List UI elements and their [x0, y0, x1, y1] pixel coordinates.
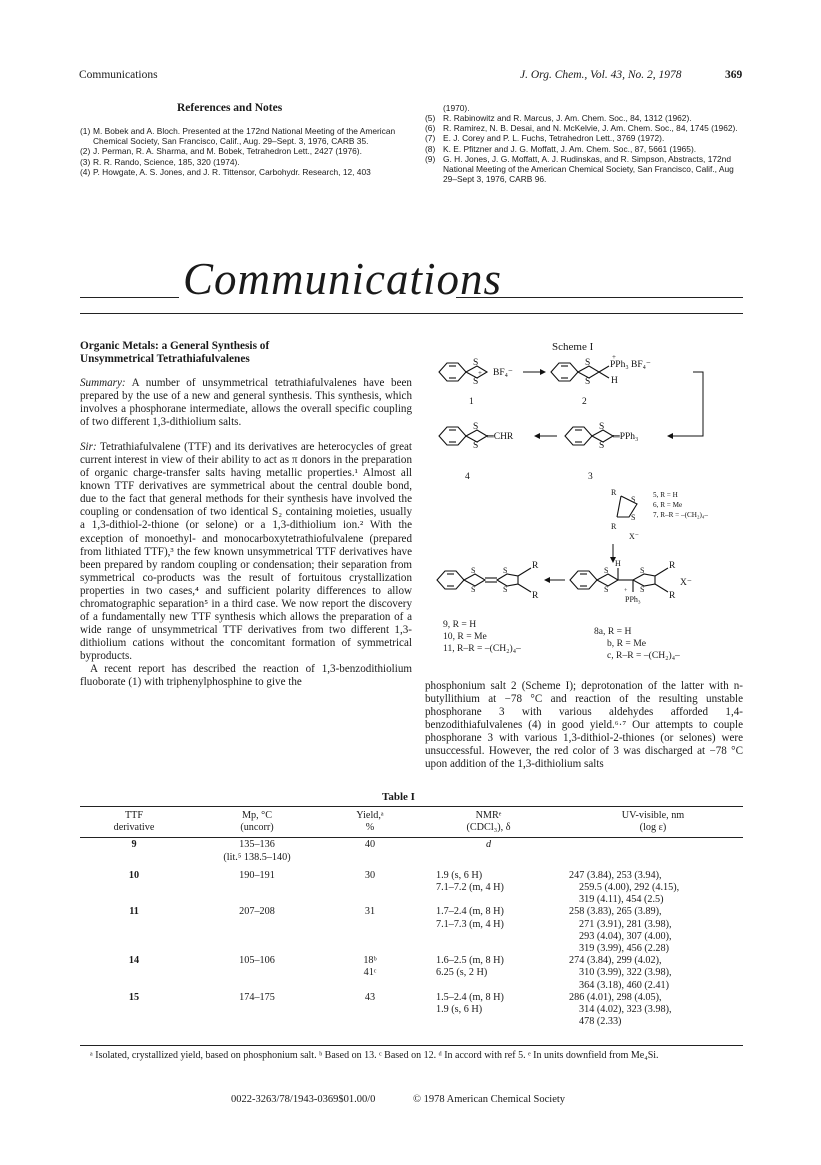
- cell-line: 319 (4.11), 454 (2.5): [579, 894, 664, 906]
- structure-compound-2: [551, 363, 609, 381]
- column-header-yield: [326, 810, 414, 834]
- footer-code: 0022-3263/78/1943-0369$01.00/0: [231, 1094, 376, 1105]
- footer-copyright: © 1978 American Chemical Society: [413, 1094, 566, 1105]
- sulfur-label: S: [473, 377, 479, 387]
- reference-text: R. R. Rando, Science, 185, 320 (1974).: [93, 156, 240, 167]
- reference-item: [425, 113, 747, 123]
- arrow-head: [667, 433, 673, 439]
- header-line: (uncorr): [240, 822, 274, 834]
- body-paragraph: A recent report has described the reaction of 1,3-benzodithiolium fluoborate (1) with triphenylphosphine to give the: [80, 662, 412, 689]
- summary-paragraph: [80, 377, 412, 429]
- cell-nmr: [414, 839, 563, 863]
- cell-yield: [326, 955, 414, 992]
- summary-text: A number of unsymmetrical tetrathiafulvalenes have been prepared by the use of a new and general synthesis. This synthesis, which involves a phosphorane intermediate, allows the overall specific coupling of two different 1,3-dithiolium salts.: [80, 377, 412, 429]
- cell-line: 43: [364, 991, 376, 1003]
- substituent-r: R: [669, 591, 676, 601]
- header-line: derivative: [113, 822, 155, 834]
- sulfur-label: S: [503, 566, 508, 575]
- cell-line: 310 (3.99), 322 (3.98),: [579, 967, 672, 979]
- cell-derivative: 14: [128, 955, 140, 967]
- reference-item: [80, 146, 413, 156]
- cell-line: 258 (3.83), 265 (3.89),: [569, 906, 662, 918]
- legend-ttf-products: [443, 619, 521, 655]
- cell-line: 41ᶜ: [363, 967, 377, 979]
- table-row: [80, 839, 743, 863]
- reference-number: (2): [80, 146, 91, 157]
- header-line: (CDCl₃), δ: [466, 822, 511, 834]
- column-header-uv: [563, 810, 743, 834]
- cell-line: 190–191: [239, 869, 275, 881]
- legend-line: 10, R = Me: [443, 631, 487, 642]
- cell-yield: [326, 839, 414, 863]
- legend-line: b, R = Me: [607, 638, 646, 649]
- reference-text: J. Perman, R. A. Sharma, and M. Bobek, Tetrahedron Lett., 2427 (1976).: [93, 146, 362, 157]
- cell-yield: [326, 906, 414, 955]
- cell-mp: [188, 870, 326, 907]
- summary-label: Summary:: [80, 377, 126, 389]
- phosphonium-label: PPh₃: [625, 595, 641, 604]
- chr-group-label: ═CHR: [487, 432, 514, 442]
- scheme-title: Scheme I: [552, 341, 594, 353]
- data-table: [80, 810, 743, 1028]
- page-number: 369: [725, 69, 743, 81]
- reference-item: [425, 144, 747, 154]
- article-title-line: Organic Metals: a General Synthesis of: [80, 340, 270, 352]
- legend-line: 11, R–R = –(CH₂)₄–: [443, 643, 521, 654]
- references-left-column: [80, 126, 413, 177]
- table-row: [80, 870, 743, 907]
- cell-line: 286 (4.01), 298 (4.05),: [569, 991, 662, 1003]
- table-header-row: [80, 810, 743, 834]
- charge-label: +: [624, 588, 628, 594]
- compound-number-2: 2: [582, 397, 587, 407]
- body-paragraph-right: phosphonium salt 2 (Scheme I); deprotonation of the latter with n-butyllithium at −78 °C and reaction of the resulting unstable phosphorane 3 with various aldehydes afforded 1,4-benzodithiafulvalenes (4) in good yield.⁶·⁷ Our attempts to couple phosphorane 3 with various 1,3-dithiol-2-thiones (or selones) were unsuccessful. However, the red color of 3 was discharged at −78 °C upon addition of the 1,3-dithiolium salts: [425, 680, 743, 771]
- header-line: TTF: [124, 810, 144, 821]
- cell-line: 7.1–7.3 (m, 4 H): [436, 918, 504, 930]
- reference-text: P. Howgate, A. S. Jones, and J. R. Tittensor, Carbohydr. Research, 12, 403: [93, 166, 371, 177]
- table-row: [80, 992, 743, 1029]
- references-heading: References and Notes: [177, 102, 283, 114]
- arrow-head: [534, 433, 540, 439]
- table-rule-top: [80, 806, 743, 807]
- cell-line: 293 (4.04), 307 (4.00),: [579, 930, 672, 942]
- running-header-journal: J. Org. Chem., Vol. 43, No. 2, 1978: [520, 69, 682, 81]
- structure-compound-3: [565, 427, 613, 445]
- cell-nmr: [414, 870, 563, 907]
- header-line: Yield,ᵃ: [356, 810, 384, 821]
- header-line: Mp, °C: [241, 810, 273, 821]
- substituent-r: R: [669, 561, 676, 571]
- banner-rule-left: [80, 297, 179, 298]
- sulfur-label: S: [471, 585, 476, 594]
- cell-yield: [326, 992, 414, 1029]
- counterion-label: X⁻: [680, 578, 692, 588]
- cell-line: (lit.⁵ 138.5–140): [223, 851, 291, 863]
- cell-uv: [563, 955, 743, 992]
- sulfur-label: S: [473, 422, 479, 432]
- counterion-label: X⁻: [629, 532, 639, 541]
- cell-line: 7.1–7.2 (m, 4 H): [436, 882, 504, 894]
- sulfur-label: S: [473, 441, 479, 451]
- cell-line: 1.9 (s, 6 H): [436, 1004, 483, 1016]
- counterion-label: BF₄⁻: [493, 368, 513, 378]
- cell-line: 364 (3.18), 460 (2.41): [579, 979, 669, 991]
- cell-line: 274 (3.84), 299 (4.02),: [569, 955, 662, 967]
- cell-derivative: 9: [131, 839, 137, 851]
- reference-item: [80, 167, 413, 177]
- sulfur-label: S: [631, 513, 636, 522]
- sulfur-label: S: [640, 585, 645, 594]
- cell-nmr: [414, 955, 563, 992]
- table-footnotes: ᵃ Isolated, crystallized yield, based on phosphonium salt. ᵇ Based on 13. ᶜ Based on 12. ᵈ In accord with ref 5. ᵉ In units downfield from Me₄Si.: [90, 1050, 659, 1061]
- cell-line: 1.7–2.4 (m, 8 H): [436, 906, 504, 918]
- phosphonium-label: PPh₃ BF₄⁻: [610, 360, 651, 370]
- cell-line: 1.5–2.4 (m, 8 H): [436, 991, 504, 1003]
- hydrogen-label: H: [611, 376, 618, 386]
- compound-legend-7: 7, R–R = –(CH₂)₄–: [653, 511, 708, 519]
- reference-item: [80, 157, 413, 167]
- cell-uv: [563, 870, 743, 907]
- cell-line: 478 (2.33): [579, 1016, 622, 1028]
- cell-uv: [563, 839, 743, 863]
- cell-uv: [563, 906, 743, 955]
- references-right-column: [425, 113, 747, 184]
- sulfur-label: S: [599, 422, 605, 432]
- table-row: [80, 906, 743, 955]
- running-header-left: Communications: [79, 69, 158, 81]
- cell-line: d: [485, 839, 492, 851]
- structure-ttf-product: [437, 568, 531, 592]
- header-line: NMRᵉ: [475, 810, 502, 821]
- reference-number: (5): [425, 113, 436, 123]
- cell-line: 1.9 (s, 6 H): [436, 869, 483, 881]
- sulfur-label: S: [640, 566, 645, 575]
- reaction-arrow: [673, 372, 703, 436]
- reference-number: (9): [425, 153, 436, 164]
- substituent-r: R: [532, 591, 539, 601]
- compound-legend-6: 6, R = Me: [653, 501, 683, 509]
- compound-number-1: 1: [469, 397, 474, 407]
- reference-text: R. Ramirez, N. B. Desai, and N. McKelvie, J. Am. Chem. Soc., 84, 1745 (1962).: [443, 123, 738, 134]
- cell-mp: [188, 906, 326, 955]
- arrow-head: [544, 577, 550, 583]
- cell-mp: [188, 839, 326, 863]
- table-rule-bottom: [80, 1045, 743, 1046]
- cell-nmr: [414, 906, 563, 955]
- reference-text: E. J. Corey and P. L. Fuchs, Tetrahedron Lett., 3769 (1972).: [443, 133, 665, 144]
- legend-adducts: [594, 626, 680, 662]
- ylide-label: ═PPh₃: [613, 432, 639, 442]
- structure-compound-4: [439, 427, 487, 445]
- cell-line: 271 (3.91), 281 (3.98),: [579, 918, 672, 930]
- cell-line: 31: [364, 906, 376, 918]
- reference-item: [425, 133, 747, 143]
- sulfur-label: S: [604, 566, 609, 575]
- reference-number: (6): [425, 123, 436, 134]
- column-header-derivative: [80, 810, 188, 834]
- reference-continuation: (1970).: [443, 103, 470, 113]
- cell-line: 1.6–2.5 (m, 8 H): [436, 955, 504, 967]
- reference-item: [80, 126, 413, 146]
- sulfur-label: S: [503, 585, 508, 594]
- cell-mp: [188, 992, 326, 1029]
- cell-line: 259.5 (4.00), 292 (4.15),: [579, 882, 680, 894]
- charge-label: +: [478, 369, 482, 377]
- header-line: UV-visible, nm: [621, 810, 685, 821]
- sulfur-label: S: [473, 358, 479, 368]
- reference-number: (7): [425, 133, 436, 144]
- intro-paragraph: [80, 441, 412, 663]
- reference-text: M. Bobek and A. Bloch. Presented at the 172nd National Meeting of the American Chemical Society, San Francisco, Calif., Aug. 29–Sept. 3, 1976, CARB 35.: [93, 126, 396, 147]
- header-line: (log ε): [639, 822, 667, 834]
- reference-number: (4): [80, 166, 91, 177]
- cell-line: 6.25 (s, 2 H): [436, 967, 488, 979]
- article-left-column: [80, 340, 412, 689]
- cell-yield: [326, 870, 414, 907]
- cell-line: 207–208: [239, 906, 275, 918]
- article-title-line: Unsymmetrical Tetrathiafulvalenes: [80, 353, 250, 365]
- sulfur-label: S: [631, 495, 636, 504]
- substituent-r: R: [611, 488, 617, 497]
- header-line: %: [365, 822, 375, 834]
- table-title: Table I: [382, 791, 415, 803]
- sir-label: Sir:: [80, 441, 97, 454]
- column-header-nmr: [414, 810, 563, 834]
- cell-line: 174–175: [239, 991, 275, 1003]
- sulfur-label: S: [471, 566, 476, 575]
- column-header-mp: [188, 810, 326, 834]
- charge-label: +: [612, 354, 616, 361]
- table-row: [80, 955, 743, 992]
- reference-item: [425, 123, 747, 133]
- sulfur-label: S: [585, 358, 591, 368]
- cell-line: 30: [364, 869, 376, 881]
- hydrogen-label: H: [615, 559, 621, 568]
- cell-nmr: [414, 992, 563, 1029]
- sulfur-label: S: [604, 585, 609, 594]
- cell-mp: [188, 955, 326, 992]
- arrow-head: [540, 369, 546, 375]
- compound-number-3: 3: [588, 472, 593, 482]
- banner-rule-bottom: [80, 313, 743, 314]
- cell-derivative: 11: [129, 906, 139, 918]
- table-rule-header: [80, 837, 743, 838]
- legend-line: 9, R = H: [443, 619, 477, 630]
- cell-line: 40: [364, 839, 376, 851]
- reference-number: (8): [425, 143, 436, 154]
- cell-derivative: 15: [128, 991, 140, 1003]
- legend-line: c, R–R = –(CH₂)₄–: [607, 650, 680, 661]
- legend-line: 8a, R = H: [594, 626, 632, 637]
- cell-line: 319 (3.99), 456 (2.28): [579, 943, 669, 955]
- sulfur-label: S: [585, 377, 591, 387]
- reference-number: (3): [80, 156, 91, 167]
- reference-text: R. Rabinowitz and R. Marcus, J. Am. Chem. Soc., 84, 1312 (1962).: [443, 113, 692, 123]
- banner-rule-right: [456, 297, 743, 298]
- reference-text: K. E. Pfitzner and J. G. Moffatt, J. Am. Chem. Soc., 87, 5661 (1965).: [443, 143, 697, 154]
- compound-number-4: 4: [465, 472, 470, 482]
- cell-line: 314 (4.02), 323 (3.98),: [579, 1004, 672, 1016]
- structure-phosphonium-adduct: [570, 568, 668, 592]
- reference-text: G. H. Jones, J. G. Moffatt, A. J. Rudinskas, and R. Simpson, Abstracts, 172nd National Meeting of the American Chemical Society, San Francisco, Calif., Aug 29–Sept 3, 1976, CARB 96.: [443, 153, 734, 185]
- scheme-diagram: [425, 354, 745, 616]
- cell-line: 105–106: [239, 955, 275, 967]
- cell-line: 247 (3.84), 253 (3.94),: [569, 869, 662, 881]
- intro-text: Tetrathiafulvalene (TTF) and its derivatives are heterocycles of great current interest in view of their ability to act as π donors in the preparation of organic charge-transfer salts having metallic properties.¹ Almost all known TTF derivatives are symmetrical about the central double bond, due to the fact that general methods for their synthesis have involved the coupling or condensation of two identical S₂ containing moieties, usually a 1,3-dithiol-2-thione (or selone) or a 1,3-dithiolium ion.² With the exception of monoethyl- and monocarboxytetrathiofulvalene (prepared from lithiated TTF),³ the few known unsymmetrical TTF derivatives have been prepared by random coupling or condensation; their separation from symmetrical co-products was the result of fortuitous crystallization properties in two cases,⁴ and sufficient polarity differences to allow chromatographic separation⁵ in a third case. We now report the discovery of a fundamentally new TTF synthesis which allows the preparation of a wide range of unsymmetrical TTF derivatives from two different 1,3-dithiolium cations without the concomitant formation of symmetrical byproducts.: [80, 441, 412, 662]
- cell-uv: [563, 992, 743, 1029]
- reference-number: (1): [80, 126, 91, 136]
- section-banner: Communications: [183, 254, 503, 304]
- cell-line: 18ᵇ: [363, 955, 377, 967]
- substituent-r: R: [532, 561, 539, 571]
- substituent-r: R: [611, 522, 617, 531]
- compound-legend-5: 5, R = H: [653, 491, 678, 499]
- reference-item: [425, 154, 747, 185]
- cell-line: 135–136: [239, 839, 275, 851]
- table-container: [80, 810, 743, 1028]
- sulfur-label: S: [599, 441, 605, 451]
- cell-derivative: 10: [128, 869, 140, 881]
- article-title: [80, 340, 412, 366]
